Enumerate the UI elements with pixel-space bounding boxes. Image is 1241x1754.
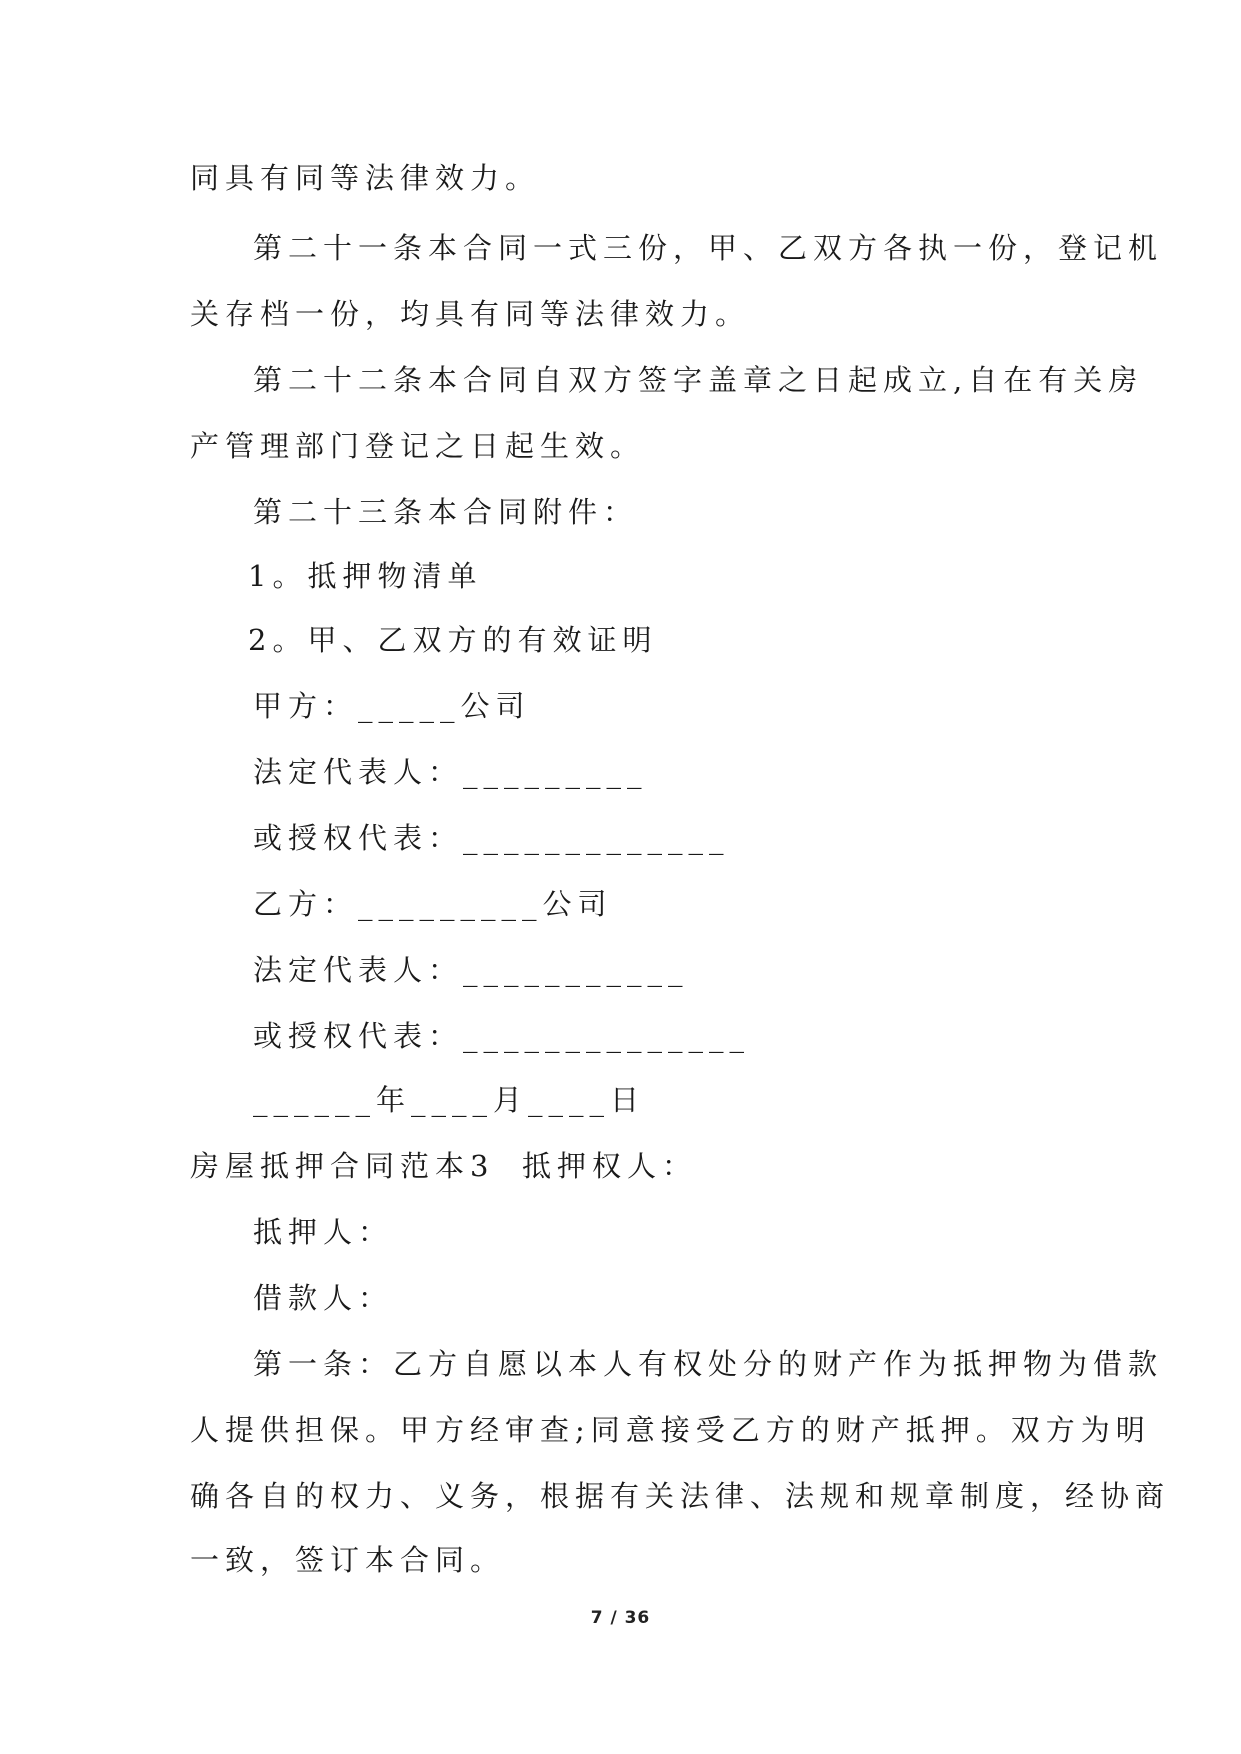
list-item: 1。抵押物清单 — [248, 559, 483, 593]
party-label: 借款人： — [253, 1281, 394, 1315]
signature-line: 甲方：_____公司 — [253, 689, 531, 723]
page-number: 7 / 36 — [590, 1608, 651, 1628]
section-title: 房屋抵押合同范本3 — [190, 1149, 495, 1183]
paragraph-line: 关存档一份，均具有同等法律效力。 — [190, 297, 751, 331]
date-line: ______年____月____日 — [253, 1083, 646, 1117]
paragraph-line: 第一条：乙方自愿以本人有权处分的财产作为抵押物为借款 — [253, 1347, 1164, 1381]
paragraph-line: 人提供担保。甲方经审查;同意接受乙方的财产抵押。双方为明 — [190, 1413, 1151, 1447]
paragraph-line: 第二十二条本合同自双方签字盖章之日起成立,自在有关房 — [253, 363, 1144, 397]
paragraph-line: 一致，签订本合同。 — [190, 1543, 506, 1577]
paragraph-line: 确各自的权力、义务，根据有关法律、法规和规章制度，经协商 — [190, 1479, 1171, 1513]
paragraph-line: 第二十一条本合同一式三份，甲、乙双方各执一份，登记机 — [253, 231, 1164, 265]
paragraph-line: 第二十三条本合同附件： — [253, 495, 639, 529]
signature-line: 或授权代表：_____________ — [253, 821, 730, 855]
party-label: 抵押权人： — [522, 1149, 698, 1183]
paragraph-line: 同具有同等法律效力。 — [190, 161, 541, 195]
signature-line: 法定代表人：___________ — [253, 953, 689, 987]
signature-line: 法定代表人：_________ — [253, 755, 648, 789]
signature-line: 乙方：_________公司 — [253, 887, 613, 921]
list-item: 2。甲、乙双方的有效证明 — [248, 623, 658, 657]
paragraph-line: 产管理部门登记之日起生效。 — [190, 429, 646, 463]
party-label: 抵押人： — [253, 1215, 394, 1249]
signature-line: 或授权代表：______________ — [253, 1019, 751, 1053]
